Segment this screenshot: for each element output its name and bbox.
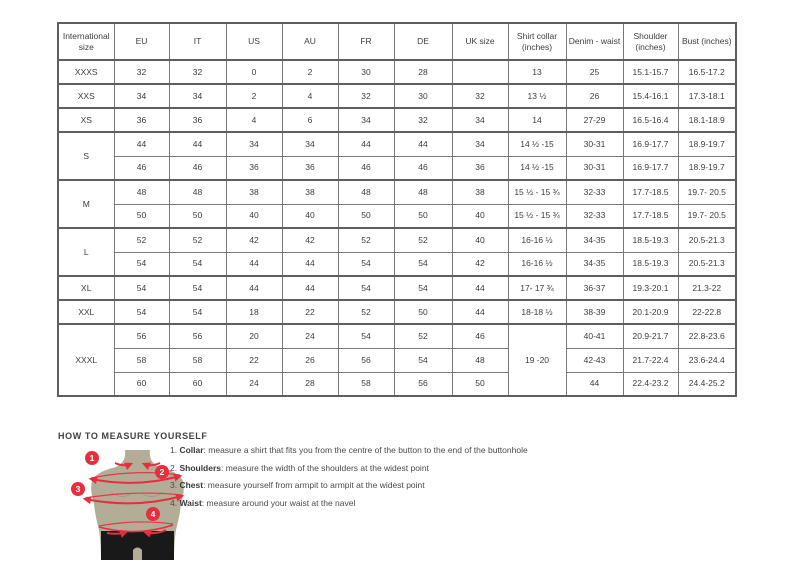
table-cell: 52: [114, 228, 169, 252]
table-cell: 34: [169, 84, 226, 108]
table-cell: 36: [282, 156, 338, 180]
table-cell: 18.1-18.9: [678, 108, 736, 132]
table-cell: 22: [282, 300, 338, 324]
size-chart: [57, 22, 737, 397]
table-cell: 34: [282, 132, 338, 156]
table-cell: 22.8-23.6: [678, 324, 736, 348]
table-cell: 19 -20: [508, 324, 566, 396]
col-header-de: DE: [394, 23, 452, 60]
table-row: [58, 108, 736, 132]
table-cell: 17- 17 ¾: [508, 276, 566, 300]
table-cell: 17.3-18.1: [678, 84, 736, 108]
badge-2-number: 2: [159, 467, 165, 477]
table-cell: 18.5-19.3: [623, 252, 678, 276]
table-cell: 26: [566, 84, 623, 108]
table-cell: 16-16 ½: [508, 252, 566, 276]
table-cell: 36: [452, 156, 508, 180]
table-row: [58, 324, 736, 348]
table-cell: 34-35: [566, 228, 623, 252]
table-cell: 32: [338, 84, 394, 108]
table-cell: 54: [338, 324, 394, 348]
table-cell: 54: [169, 252, 226, 276]
header-row: [58, 23, 736, 60]
table-cell: 54: [169, 276, 226, 300]
table-row: [58, 228, 736, 252]
table-cell: 2: [226, 84, 282, 108]
badge-3-number: 3: [75, 484, 81, 494]
table-cell: 54: [338, 252, 394, 276]
table-cell: 28: [282, 372, 338, 396]
table-cell: 46: [169, 156, 226, 180]
table-cell: XXS: [58, 84, 114, 108]
table-cell: 58: [338, 372, 394, 396]
size-chart-table: [57, 22, 737, 397]
table-cell: 36: [114, 108, 169, 132]
table-cell: 38-39: [566, 300, 623, 324]
table-cell: 30-31: [566, 132, 623, 156]
table-cell: 15.4-16.1: [623, 84, 678, 108]
table-cell: 20.9-21.7: [623, 324, 678, 348]
table-cell: 18.5-19.3: [623, 228, 678, 252]
table-cell: 48: [338, 180, 394, 204]
table-cell: 56: [338, 348, 394, 372]
table-cell: 26: [282, 348, 338, 372]
measure-step: 1. Collar: measure a shirt that fits you from the centre of the button to the end of the buttonhole: [170, 445, 528, 455]
table-cell: L: [58, 228, 114, 276]
table-cell: 40: [282, 204, 338, 228]
table-cell: 16.5-16.4: [623, 108, 678, 132]
table-cell: 44: [452, 276, 508, 300]
badge-1-number: 1: [89, 453, 95, 463]
col-header-uk-size: UK size: [452, 23, 508, 60]
table-cell: 44: [226, 252, 282, 276]
table-cell: 30: [394, 84, 452, 108]
table-cell: 58: [169, 348, 226, 372]
table-cell: 17.7-18.5: [623, 180, 678, 204]
table-cell: 58: [114, 348, 169, 372]
table-cell: 44: [282, 276, 338, 300]
table-cell: 6: [282, 108, 338, 132]
table-cell: 0: [226, 60, 282, 84]
table-cell: 36-37: [566, 276, 623, 300]
table-cell: 34: [452, 132, 508, 156]
table-cell: 36: [226, 156, 282, 180]
table-cell: 32: [452, 84, 508, 108]
col-header-denim-waist: Denim - waist: [566, 23, 623, 60]
table-cell: 48: [452, 348, 508, 372]
table-cell: 38: [282, 180, 338, 204]
table-cell: 50: [169, 204, 226, 228]
table-cell: XXXL: [58, 324, 114, 396]
table-row: [58, 276, 736, 300]
table-cell: 52: [394, 228, 452, 252]
table-cell: XXL: [58, 300, 114, 324]
table-cell: 42-43: [566, 348, 623, 372]
table-cell: 54: [114, 300, 169, 324]
table-cell: 50: [394, 204, 452, 228]
table-cell: 40: [226, 204, 282, 228]
table-row: [58, 300, 736, 324]
table-cell: 13: [508, 60, 566, 84]
table-cell: 34-35: [566, 252, 623, 276]
table-row: [58, 84, 736, 108]
table-cell: 56: [169, 324, 226, 348]
table-cell: 20.5-21.3: [678, 252, 736, 276]
table-cell: 16.9-17.7: [623, 156, 678, 180]
table-cell: 20.5-21.3: [678, 228, 736, 252]
table-cell: 50: [394, 300, 452, 324]
table-row: [58, 372, 736, 396]
table-cell: 54: [169, 300, 226, 324]
table-cell: 23.6-24.4: [678, 348, 736, 372]
table-cell: 44: [338, 132, 394, 156]
table-cell: 20.1-20.9: [623, 300, 678, 324]
table-cell: 60: [169, 372, 226, 396]
table-row: [58, 180, 736, 204]
table-cell: 54: [114, 252, 169, 276]
table-cell: 44: [226, 276, 282, 300]
table-cell: 54: [394, 252, 452, 276]
measure-steps: [170, 446, 528, 516]
table-cell: 21.7-22.4: [623, 348, 678, 372]
table-cell: 60: [114, 372, 169, 396]
table-cell: 32: [394, 108, 452, 132]
table-cell: [452, 60, 508, 84]
table-cell: 22: [226, 348, 282, 372]
table-cell: 21.3-22: [678, 276, 736, 300]
table-cell: 44: [282, 252, 338, 276]
table-cell: 42: [452, 252, 508, 276]
table-cell: 38: [452, 180, 508, 204]
table-cell: 44: [114, 132, 169, 156]
table-cell: 20: [226, 324, 282, 348]
table-cell: 48: [114, 180, 169, 204]
table-cell: 16.9-17.7: [623, 132, 678, 156]
table-row: [58, 60, 736, 84]
table-cell: XL: [58, 276, 114, 300]
size-table-body: [58, 60, 736, 396]
table-cell: 50: [338, 204, 394, 228]
table-cell: 52: [169, 228, 226, 252]
table-cell: 40: [452, 204, 508, 228]
table-cell: 54: [394, 348, 452, 372]
badge-4-number: 4: [150, 509, 156, 519]
table-cell: 54: [114, 276, 169, 300]
col-header-fr: FR: [338, 23, 394, 60]
col-header-shirt-collar: Shirt collar (inches): [508, 23, 566, 60]
table-cell: 34: [114, 84, 169, 108]
table-cell: 56: [114, 324, 169, 348]
table-cell: 4: [282, 84, 338, 108]
table-cell: 44: [394, 132, 452, 156]
table-cell: 15 ½ - 15 ¾: [508, 204, 566, 228]
col-header-us: US: [226, 23, 282, 60]
table-cell: 32: [169, 60, 226, 84]
col-header-au: AU: [282, 23, 338, 60]
table-cell: 27-29: [566, 108, 623, 132]
table-cell: 38: [226, 180, 282, 204]
table-cell: M: [58, 180, 114, 228]
table-cell: XXXS: [58, 60, 114, 84]
table-cell: 18.9-19.7: [678, 156, 736, 180]
col-header-shoulder: Shoulder (inches): [623, 23, 678, 60]
measure-step: 4. Waist: measure around your waist at the navel: [170, 497, 356, 508]
table-cell: 24: [282, 324, 338, 348]
table-cell: 32: [114, 60, 169, 84]
table-cell: 42: [282, 228, 338, 252]
table-cell: 4: [226, 108, 282, 132]
table-cell: 54: [338, 276, 394, 300]
table-cell: 25: [566, 60, 623, 84]
table-cell: 36: [169, 108, 226, 132]
table-cell: 34: [338, 108, 394, 132]
table-cell: 28: [394, 60, 452, 84]
measure-step: 2. Shoulders: measure the width of the shoulders at the widest point: [170, 462, 429, 473]
table-cell: 17.7-18.5: [623, 204, 678, 228]
table-cell: 44: [452, 300, 508, 324]
table-cell: 18-18 ½: [508, 300, 566, 324]
table-row: [58, 252, 736, 276]
table-cell: 48: [169, 180, 226, 204]
measure-section-title: HOW TO MEASURE YOURSELF: [58, 431, 208, 441]
table-cell: 19.3-20.1: [623, 276, 678, 300]
col-header-it: IT: [169, 23, 226, 60]
table-cell: 46: [338, 156, 394, 180]
table-cell: 46: [114, 156, 169, 180]
table-cell: 18.9-19.7: [678, 132, 736, 156]
table-cell: 2: [282, 60, 338, 84]
table-cell: 34: [226, 132, 282, 156]
col-header-international-size: International size: [58, 23, 114, 60]
table-cell: 22.4-23.2: [623, 372, 678, 396]
table-cell: 50: [452, 372, 508, 396]
table-cell: 18: [226, 300, 282, 324]
table-cell: 15 ½ - 15 ¾: [508, 180, 566, 204]
table-cell: 44: [566, 372, 623, 396]
table-cell: 46: [452, 324, 508, 348]
table-cell: 16.5-17.2: [678, 60, 736, 84]
measure-step: 3. Chest: measure yourself from armpit to armpit at the widest point: [170, 480, 425, 490]
table-row: [58, 348, 736, 372]
table-cell: 46: [394, 156, 452, 180]
table-cell: 40: [452, 228, 508, 252]
table-row: [58, 132, 736, 156]
table-cell: S: [58, 132, 114, 180]
table-cell: 24: [226, 372, 282, 396]
table-cell: 14 ½ -15: [508, 132, 566, 156]
table-cell: 48: [394, 180, 452, 204]
table-cell: 19.7- 20.5: [678, 204, 736, 228]
table-cell: 15.1-15.7: [623, 60, 678, 84]
table-cell: 30-31: [566, 156, 623, 180]
table-cell: 30: [338, 60, 394, 84]
table-cell: 52: [338, 228, 394, 252]
table-cell: 56: [394, 372, 452, 396]
table-row: [58, 156, 736, 180]
col-header-eu: EU: [114, 23, 169, 60]
table-cell: 19.7- 20.5: [678, 180, 736, 204]
table-cell: XS: [58, 108, 114, 132]
table-cell: 13 ½: [508, 84, 566, 108]
table-cell: 40-41: [566, 324, 623, 348]
table-cell: 34: [452, 108, 508, 132]
table-cell: 42: [226, 228, 282, 252]
table-cell: 52: [338, 300, 394, 324]
table-cell: 50: [114, 204, 169, 228]
table-cell: 32-33: [566, 180, 623, 204]
table-cell: 14 ½ -15: [508, 156, 566, 180]
table-cell: 22-22.8: [678, 300, 736, 324]
table-row: [58, 204, 736, 228]
table-cell: 32-33: [566, 204, 623, 228]
col-header-bust: Bust (inches): [678, 23, 736, 60]
table-cell: 24.4-25.2: [678, 372, 736, 396]
table-cell: 44: [169, 132, 226, 156]
table-cell: 14: [508, 108, 566, 132]
table-cell: 16-16 ½: [508, 228, 566, 252]
table-cell: 54: [394, 276, 452, 300]
table-cell: 52: [394, 324, 452, 348]
